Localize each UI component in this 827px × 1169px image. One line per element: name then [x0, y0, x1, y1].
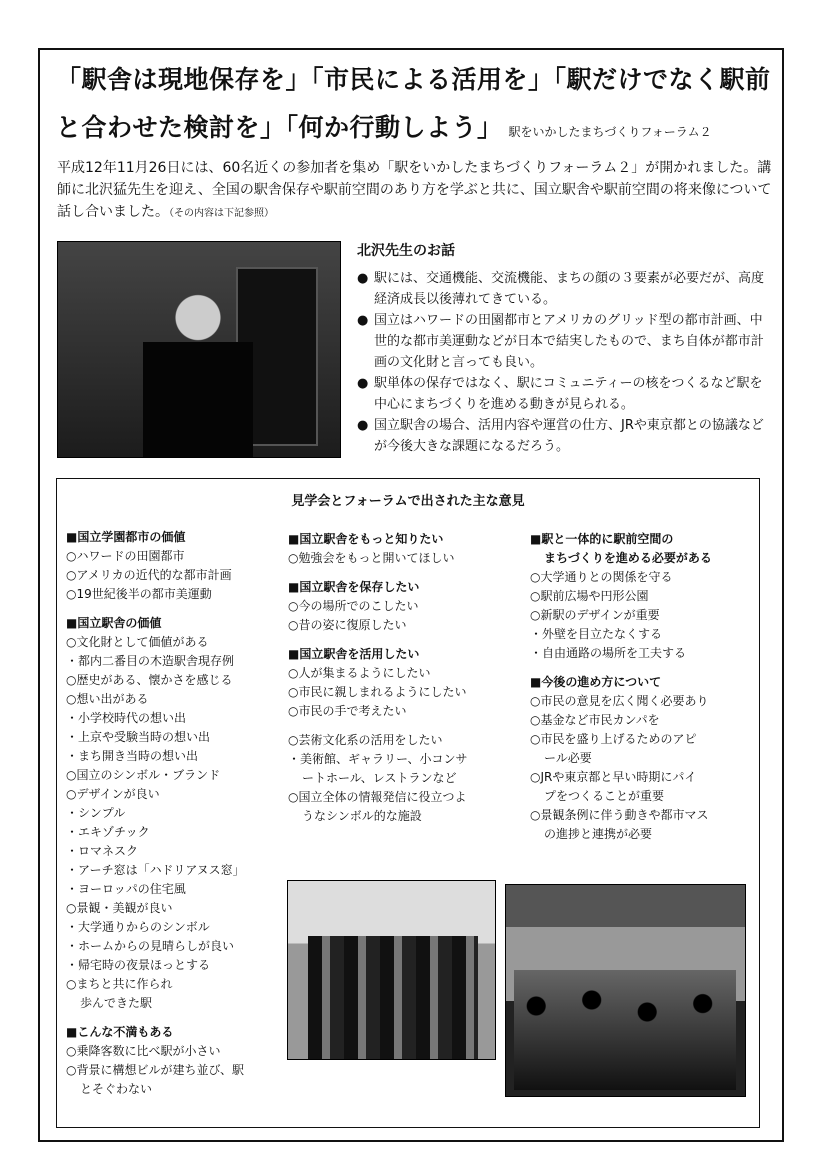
- opinion-item: ○ 乗降客数に比べ駅が小さい: [66, 1042, 276, 1061]
- headline-line-2: [56, 114, 776, 142]
- section-utilize: [288, 645, 518, 721]
- forum-subtitle: 駅をいかしたまちづくりフォーラム２: [508, 125, 712, 139]
- opinion-item: ○ 景観条例に伴う動きや都市マス: [530, 806, 752, 825]
- section-title: ■ 国立駅舎をもっと知りたい: [288, 530, 518, 549]
- section-station-value: [66, 614, 276, 1013]
- opinion-item-continued: 歩んできた駅: [80, 996, 153, 1010]
- opinion-item: ○ 駅前広場や円形公園: [530, 587, 752, 606]
- opinion-subitem: ・ まち開き当時の想い出: [66, 747, 276, 766]
- forum-photo: [505, 884, 746, 1097]
- opinion-item: ○ 文化財として価値がある: [66, 633, 276, 652]
- opinion-item: ○ 国立のシンボル・ブランド: [66, 766, 276, 785]
- section-title: ■ 今後の進め方について: [530, 673, 752, 692]
- opinion-subitem: ・ アーチ窓は「ハドリアヌス窓」: [66, 861, 276, 880]
- speaker-point: ● 駅単体の保存ではなく、駅にコミュニティーの核をつくるなど駅を中心にまちづくりを進める動きが見られる。: [357, 373, 767, 415]
- opinion-subitem: ・ 帰宅時の夜景ほっとする: [66, 956, 276, 975]
- opinions-column-2: [288, 530, 518, 836]
- opinion-subitem: ・ 都内二番目の木造駅舎現存例: [66, 652, 276, 671]
- opinion-item: ○ 基金など市民カンパを: [530, 711, 752, 730]
- opinion-item: ○ JRや東京都と早い時期にパイ: [530, 768, 752, 787]
- intro-paragraph: [57, 157, 772, 225]
- opinion-item: ○ 大学通りとの関係を守る: [530, 568, 752, 587]
- opinion-item: ○ 景観・美観が良い: [66, 899, 276, 918]
- opinion-item: ○ デザインが良い: [66, 785, 276, 804]
- opinion-item: ○ 歴史がある、懐かさを感じる: [66, 671, 276, 690]
- opinion-item: ○ 想い出がある: [66, 690, 276, 709]
- opinion-subitem: ・ シンプル: [66, 804, 276, 823]
- opinion-item: ○ アメリカの近代的な都市計画: [66, 566, 276, 585]
- speaker-point: ● 駅には、交通機能、交流機能、まちの顔の３要素が必要だが、高度経済成長以後薄れてきている。: [357, 268, 767, 310]
- opinion-item-continued: プをつくることが重要: [544, 789, 665, 803]
- speaker-point: ● 国立駅舎の場合、活用内容や運営の仕方、JRや東京都との協議などが今後大きな課題になるだろう。: [357, 415, 767, 457]
- lecture-photo: [57, 241, 341, 458]
- opinion-item: ○ まちと共に作られ: [66, 975, 276, 994]
- section-learn-more: [288, 530, 518, 568]
- opinion-item: ○ 勉強会をもっと開いてほしい: [288, 549, 518, 568]
- opinion-subitem: ・ 外壁を目立たなくする: [530, 625, 752, 644]
- section-title: ■ 国立学園都市の価値: [66, 528, 276, 547]
- crowd-shape: [308, 936, 478, 1059]
- section-preserve: [288, 578, 518, 635]
- section-title: ■ 国立駅舎を保存したい: [288, 578, 518, 597]
- intro-text: 平成12年11月26日には、60名近くの参加者を集め「駅をいかしたまちづくりフォーラム２」が開かれました。講師に北沢猛先生を迎え、全国の駅舎保存や駅前空間のあり方を学ぶと共に、国立駅舎や駅前空間の将来像について話し合いました。: [57, 160, 772, 220]
- opinion-subitem: ・ ヨーロッパの住宅風: [66, 880, 276, 899]
- opinion-item: ○ 背景に構想ビルが建ち並び、駅: [66, 1061, 276, 1080]
- opinion-item-continued: ートホール、レストランなど: [302, 771, 457, 785]
- opinion-item-continued: ール必要: [544, 751, 592, 765]
- opinion-subitem: ・ ロマネスク: [66, 842, 276, 861]
- section-title-continued: まちづくりを進める必要がある: [544, 551, 712, 565]
- opinion-subitem: ・ 小学校時代の想い出: [66, 709, 276, 728]
- section-station-plaza: [530, 530, 752, 663]
- opinion-item: ○ 市民の手で考えたい: [288, 702, 518, 721]
- speaker-title: 北沢先生のお話: [357, 243, 455, 259]
- opinion-subitem: ・ 大学通りからのシンボル: [66, 918, 276, 937]
- section-title: ■ 国立駅舎を活用したい: [288, 645, 518, 664]
- opinion-subitem: ・ ホームからの見晴らしが良い: [66, 937, 276, 956]
- opinion-item: ○ 人が集まるようにしたい: [288, 664, 518, 683]
- site-visit-photo: [287, 880, 496, 1060]
- opinion-item: ○ 今の場所でのこしたい: [288, 597, 518, 616]
- opinion-item-continued: の進捗と連携が必要: [544, 827, 653, 841]
- opinion-subitem: ・ 上京や受験当時の想い出: [66, 728, 276, 747]
- opinion-subitem: ・ 美術館、ギャラリー、小コンサ: [288, 750, 518, 769]
- opinion-item: ○ 芸術文化系の活用をしたい: [288, 731, 518, 750]
- opinion-subitem: ・ エキゾチック: [66, 823, 276, 842]
- section-arts-use: [288, 731, 518, 826]
- opinion-subitem: ・ 自由通路の場所を工夫する: [530, 644, 752, 663]
- opinions-column-1: [66, 528, 276, 1109]
- section-gakuen-value: [66, 528, 276, 604]
- opinion-item: ○ 市民の意見を広く聞く必要あり: [530, 692, 752, 711]
- opinion-item-continued: とそぐわない: [80, 1082, 153, 1096]
- opinion-item: ○ 新駅のデザインが重要: [530, 606, 752, 625]
- section-title: ■ 国立駅舎の価値: [66, 614, 276, 633]
- section-title: ■ こんな不満もある: [66, 1023, 276, 1042]
- intro-note: （その内容は下記参照）: [169, 208, 274, 219]
- section-complaints: [66, 1023, 276, 1099]
- audience-shape: [514, 970, 736, 1090]
- opinion-item: ○ 19世紀後半の都市美運動: [66, 585, 276, 604]
- headline-line-1: 「駅舎は現地保存を」「市民による活用を」「駅だけでなく駅前: [56, 65, 771, 94]
- speaker-points: [357, 268, 767, 457]
- opinions-column-3: [530, 530, 752, 854]
- opinion-item: ○ 市民に親しまれるようにしたい: [288, 683, 518, 702]
- speaker-point: ● 国立はハワードの田園都市とアメリカのグリッド型の都市計画、中世的な都市美運動などが日本で結実したもので、まち自体が都市計画の文化財と言っても良い。: [357, 310, 767, 373]
- opinion-item: ○ ハワードの田園都市: [66, 547, 276, 566]
- section-next-steps: [530, 673, 752, 844]
- opinion-item: ○ 市民を盛り上げるためのアピ: [530, 730, 752, 749]
- opinion-item: ○ 昔の姿に復原したい: [288, 616, 518, 635]
- speaker-figure: [143, 287, 253, 457]
- opinions-title: 見学会とフォーラムで出された主な意見: [291, 494, 525, 509]
- opinion-item-continued: うなシンボル的な施設: [302, 809, 422, 823]
- opinion-item: ○ 国立全体の情報発信に役立つよ: [288, 788, 518, 807]
- headline-line-2-text: と合わせた検討を」「何か行動しよう」: [56, 113, 503, 142]
- section-title: ■ 駅と一体的に駅前空間の: [530, 530, 752, 549]
